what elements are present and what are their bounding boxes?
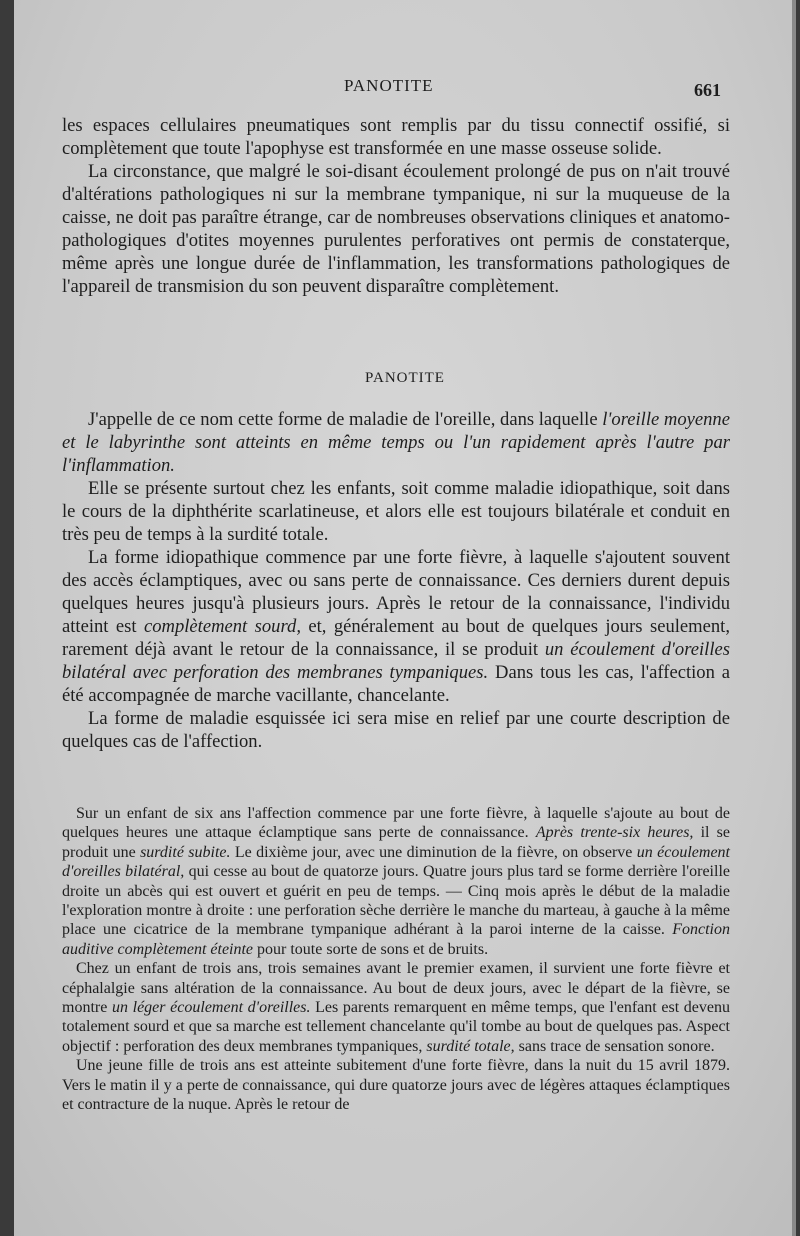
emphasis-span: un écoulement d'oreilles bilatéral avec perforation des membranes tympaniques. xyxy=(62,639,730,683)
case-3: Une jeune fille de trois ans est atteinte subitement d'une forte fièvre, dans la nuit du 15 avril 1879. Vers le matin il y a perte de connaissance, qui dure quatorze jours avec de légères attaques éclamptiques et contracture de la nuque. Après le retour de xyxy=(62,1057,730,1114)
emphasis-span: un écoulement d'oreilles bilatéral, xyxy=(62,843,730,881)
section-paragraph-1 xyxy=(62,408,730,477)
text-span: sans trace de sensation sonore. xyxy=(514,1037,715,1055)
case-2 xyxy=(62,959,730,1056)
emphasis-span: l'oreille moyenne et le labyrinthe sont atteints en même temps ou l'un rapidement après l'autre par l'inflammation. xyxy=(62,409,730,476)
running-title: PANOTITE xyxy=(344,76,434,95)
page-number: 661 xyxy=(694,80,721,100)
text-span: Les parents remarquent en même temps, que l'enfant est devenu totalement sourd et que sa marche est tellement chancelante qu'il tombe au bout de quelques pas. Aspect objectif : perforation des deux membranes tympaniques, xyxy=(62,999,731,1055)
emphasis-span: Après trente-six heures, xyxy=(535,824,694,842)
text-span: La forme idiopathique commence par une forte fièvre, à laquelle s'ajoutent souvent des accès éclamptiques, avec ou sans perte de connaissance. Ces derniers durent depuis quelques heures jusqu'à plusieurs jours. Après le retour de la connaissance, l'individu atteint est xyxy=(62,547,730,637)
text-span: Chez un enfant de trois ans, trois semaines avant le premier examen, il survient une forte fièvre et céphalalgie sans altération de la connaissance. Au bout de deux jours, avec le départ de la fièvre, se montre xyxy=(62,960,730,1017)
book-page xyxy=(14,0,796,1236)
emphasis-span: surdité subite. xyxy=(140,843,231,861)
intro-paragraph-2: La circonstance, que malgré le soi-disant écoulement prolongé de pus on n'ait trouvé d'altérations pathologiques ni sur la membrane tympanique, ni sur la muqueuse de la caisse, ne doit pas paraître étrange, car de nombreuses observations cliniques et anatomo-pathologiques d'otites moyennes purulentes perforatives ont permis de constaterque, même après une longue durée de l'inflammation, les transformations pathologiques de l'appareil de transmision du son peuvent disparaître complètement. xyxy=(62,161,730,297)
intro-paragraph-1: les espaces cellulaires pneumatiques sont remplis par du tissu connectif ossifié, si complètement que toute l'apophyse est transformée en une masse osseuse solide. xyxy=(62,115,730,159)
text-span: Sur un enfant de six ans l'affection commence par une forte fièvre, à laquelle s'ajoute au bout de quelques heures une attaque éclamptique sans perte de connaissance. xyxy=(62,805,730,842)
emphasis-span: un léger écoulement d'oreilles. xyxy=(111,999,311,1017)
emphasis-span: Fonction auditive complètement éteinte xyxy=(62,921,730,958)
section-paragraph-2: Elle se présente surtout chez les enfants, soit comme maladie idiopathique, soit dans le cours de la diphthérite scarlatineuse, et alors elle est toujours bilatérale et conduit en très peu de temps à la surdité totale. xyxy=(62,478,730,545)
text-span: qui cesse au bout de quatorze jours. Quatre jours plus tard se forme derrière l'oreille droite un abcès qui est ouvert et guérit en peu de temps. — Cinq mois après le début de la maladie l'exploration montre à droite : une perforation sèche derrière le manche du marteau, à gauche à la même place une cicatrice de la membrane tympanique adhérant à la paroi interne de la caisse. xyxy=(62,863,730,939)
running-head xyxy=(14,76,796,100)
section-paragraph-4: La forme de maladie esquissée ici sera mise en relief par une courte description de quelques cas de l'affection. xyxy=(62,708,730,752)
text-span: il se produit une xyxy=(62,824,731,861)
text-span: J'appelle de ce nom cette forme de maladie de l'oreille, dans laquelle xyxy=(88,409,603,430)
intro-text xyxy=(62,114,730,298)
section-heading: PANOTITE xyxy=(365,370,445,386)
text-span: et, généralement au bout de quelques jours seulement, rarement déjà avant le retour de la connaissance, il se produit xyxy=(62,616,730,660)
emphasis-span: surdité totale, xyxy=(426,1037,515,1055)
emphasis-span: complètement sourd, xyxy=(143,616,301,637)
text-span: pour toute sorte de sons et de bruits. xyxy=(253,940,489,958)
text-span: Dans tous les cas, l'affection a été accompagnée de marche vacillante, chancelante. xyxy=(62,662,730,706)
text-span: Le dixième jour, avec une diminution de la fièvre, on observe xyxy=(230,843,637,861)
section-body xyxy=(62,408,730,753)
page-edge-shadow xyxy=(792,0,796,1236)
case-1 xyxy=(62,804,730,959)
case-reports xyxy=(62,804,730,1115)
section-paragraph-3 xyxy=(62,546,730,707)
